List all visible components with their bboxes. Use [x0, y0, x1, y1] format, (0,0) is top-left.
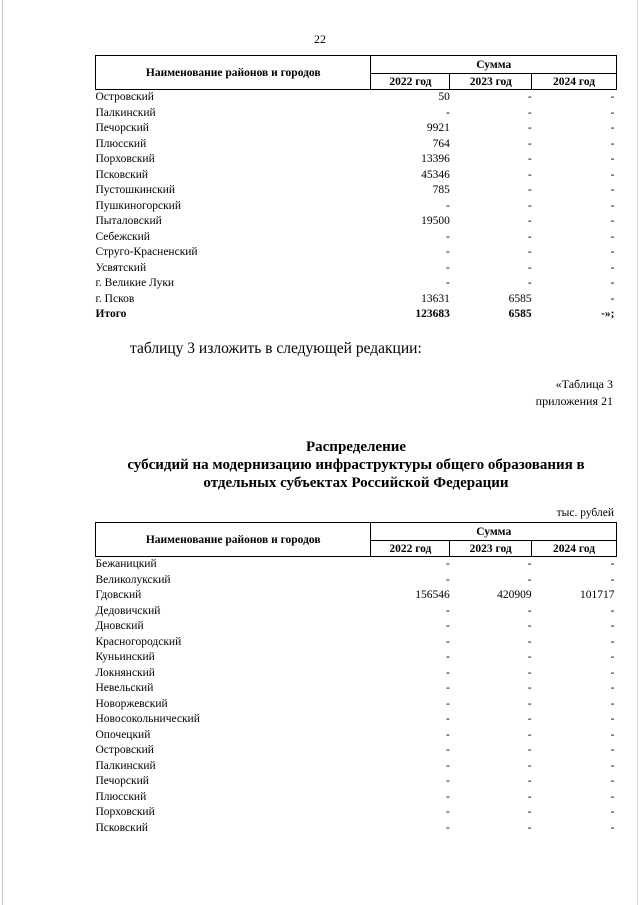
value-2022-cell: -	[445, 728, 450, 741]
value-2022-cell: -	[446, 199, 450, 212]
district-name-cell: Плюсский	[95, 790, 147, 803]
value-2022-cell: -	[445, 635, 450, 648]
table-row	[96, 214, 617, 230]
value-2022-cell: -	[445, 713, 450, 725]
district-name-cell: Дедовичский	[95, 604, 161, 617]
value-2023-cell: -	[527, 759, 532, 772]
scan-edge-right	[637, 0, 638, 905]
column-header-name: Наименование районов и городов	[96, 56, 371, 90]
value-2023-cell: -	[527, 651, 532, 663]
table-row	[96, 557, 617, 573]
value-2024-cell: -	[610, 635, 615, 648]
value-2023-cell: 420909	[497, 589, 532, 601]
value-2022-cell: -	[445, 775, 450, 787]
value-2022-cell: -	[445, 821, 450, 834]
column-header-2023: 2023 год	[450, 74, 532, 90]
table-label	[536, 376, 613, 410]
district-name-cell: Красногородский	[95, 635, 182, 648]
value-2024-cell: -	[610, 620, 615, 632]
value-2023-cell: -	[527, 153, 532, 165]
value-2023-cell: -	[527, 604, 532, 617]
table-row	[96, 743, 617, 759]
value-2023-cell: -	[527, 199, 532, 212]
value-2024-cell: -	[610, 728, 615, 741]
value-2023-cell: -	[527, 744, 532, 756]
table-row	[96, 650, 617, 666]
page-number: 22	[314, 32, 326, 46]
value-2022-cell: 13396	[421, 153, 450, 165]
table-row	[96, 635, 617, 651]
scan-edge-left	[2, 0, 3, 905]
table-label-line2: приложения 21	[535, 394, 613, 408]
column-header-2022: 2022 год	[371, 74, 450, 90]
title-line1: Распределение	[305, 439, 407, 455]
table-row	[96, 805, 617, 821]
value-2023-cell: -	[527, 277, 532, 289]
district-name-cell: Печорский	[95, 775, 149, 787]
table-row	[96, 230, 617, 246]
column-header-2024: 2024 год	[532, 74, 617, 90]
table-row	[96, 152, 617, 168]
value-2022-cell: -	[445, 604, 450, 617]
table-row	[96, 573, 617, 589]
value-2024-cell: -	[610, 744, 615, 756]
value-2024-cell: -	[610, 246, 615, 258]
district-name-cell: Пушкиногорский	[95, 199, 181, 212]
value-2024-cell: -	[610, 806, 615, 818]
value-2023-cell: -	[527, 558, 532, 570]
value-2022-cell: -	[445, 697, 450, 710]
value-2024-cell: -	[610, 651, 615, 663]
table-row	[96, 790, 617, 806]
district-name-cell: Куньинский	[95, 651, 155, 663]
value-2024-cell: -	[610, 682, 615, 694]
value-2022-cell: 156546	[415, 589, 450, 601]
table-label-line1: «Таблица 3	[555, 377, 613, 391]
value-2024-cell: -	[610, 168, 615, 181]
value-2024-cell: -	[610, 821, 615, 834]
district-name-cell: Гдовский	[95, 589, 142, 601]
value-2024-cell: -	[610, 137, 615, 150]
units-label: тыс. рублей	[556, 507, 614, 519]
value-2023-cell: -	[527, 91, 532, 103]
value-2022-cell: -	[445, 682, 450, 694]
value-2024-cell: -	[610, 153, 615, 165]
value-2023-cell: -	[527, 682, 532, 694]
value-2024-cell: -	[610, 697, 615, 710]
district-name-cell: Дновский	[95, 620, 144, 632]
district-name-cell: Печорский	[95, 122, 149, 134]
table-row	[96, 199, 617, 215]
district-name-cell: Итого	[95, 308, 127, 320]
value-2023-cell: -	[527, 620, 532, 632]
value-2024-cell: -	[610, 277, 615, 289]
column-header-sum: Сумма	[371, 56, 617, 74]
value-2023-cell: -	[527, 137, 532, 150]
value-2024-cell: -»;	[601, 308, 615, 320]
table-row	[96, 728, 617, 744]
value-2023-cell: -	[527, 821, 532, 834]
value-2023-cell: -	[527, 666, 532, 679]
table-districts-previous	[95, 55, 617, 323]
value-2023-cell: 6585	[508, 292, 532, 305]
value-2023-cell: -	[527, 728, 532, 741]
district-name-cell: Палкинский	[95, 759, 156, 772]
district-name-cell: Великолукский	[95, 573, 171, 586]
value-2024-cell: -	[610, 558, 615, 570]
district-name-cell: г. Псков	[95, 292, 135, 305]
value-2022-cell: -	[445, 759, 450, 772]
table-row	[96, 106, 617, 122]
value-2022-cell: -	[445, 790, 450, 803]
table-row	[96, 588, 617, 604]
table-row	[96, 90, 617, 106]
district-name-cell: Палкинский	[95, 106, 156, 119]
district-name-cell: Островский	[95, 91, 154, 103]
value-2022-cell: -	[446, 246, 450, 258]
value-2022-cell: 19500	[421, 215, 450, 227]
value-2023-cell: -	[527, 106, 532, 119]
district-name-cell: Невельский	[95, 682, 154, 694]
value-2022-cell: 9921	[426, 122, 450, 134]
value-2024-cell: -	[610, 230, 615, 243]
value-2024-cell: -	[610, 122, 615, 134]
value-2022-cell: -	[445, 666, 450, 679]
value-2022-cell: -	[445, 558, 450, 570]
district-name-cell: Пыталовский	[95, 215, 162, 227]
value-2022-cell: -	[446, 261, 450, 274]
value-2024-cell: -	[610, 199, 615, 212]
value-2024-cell: -	[610, 91, 615, 103]
value-2023-cell: -	[527, 215, 532, 227]
district-name-cell: Порховский	[95, 806, 155, 818]
table-row	[96, 821, 617, 837]
value-2023-cell: -	[527, 806, 532, 818]
value-2022-cell: -	[446, 277, 450, 289]
district-name-cell: Новосокольнический	[95, 713, 200, 725]
district-name-cell: Бежаницкий	[95, 558, 157, 570]
district-name-cell: Островский	[95, 744, 154, 756]
value-2024-cell: -	[610, 759, 615, 772]
district-name-cell: Себежский	[95, 230, 150, 243]
value-2023-cell: -	[527, 790, 532, 803]
table-row	[96, 183, 617, 199]
table-row	[96, 261, 617, 277]
value-2023-cell: -	[527, 635, 532, 648]
district-name-cell: Псковский	[95, 821, 149, 834]
value-2022-cell: -	[445, 744, 450, 756]
table-districts-subsidies	[95, 522, 617, 836]
document-title	[95, 438, 617, 492]
district-name-cell: Пустошкинский	[95, 184, 176, 196]
value-2022-cell: -	[445, 806, 450, 818]
value-2024-cell: -	[610, 184, 615, 196]
column-header-2023: 2023 год	[450, 541, 532, 557]
value-2024-cell: -	[610, 106, 615, 119]
value-2024-cell: -	[610, 261, 615, 274]
value-2024-cell: 101717	[580, 589, 615, 601]
district-name-cell: Локнянский	[95, 666, 155, 679]
column-header-2022: 2022 год	[371, 541, 450, 557]
value-2024-cell: -	[610, 713, 615, 725]
title-line3: отдельных субъектах Российской Федерации	[203, 475, 509, 491]
table-row	[96, 137, 617, 153]
value-2024-cell: -	[610, 573, 615, 586]
table-row	[96, 681, 617, 697]
value-2023-cell: -	[527, 122, 532, 134]
table-row	[96, 276, 617, 292]
district-name-cell: Опочецкий	[95, 728, 151, 741]
column-header-name: Наименование районов и городов	[96, 523, 371, 557]
value-2024-cell: -	[610, 292, 615, 305]
value-2022-cell: -	[446, 106, 450, 119]
value-2023-cell: -	[527, 697, 532, 710]
title-line2: субсидий на модернизацию инфраструктуры общего образования в	[127, 457, 585, 473]
column-header-2024: 2024 год	[532, 541, 617, 557]
district-name-cell: Новоржевский	[95, 697, 168, 710]
table-row	[96, 759, 617, 775]
value-2023-cell: -	[527, 713, 532, 725]
value-2022-cell: 785	[432, 184, 450, 196]
value-2022-cell: -	[446, 230, 450, 243]
district-name-cell: Порховский	[95, 153, 155, 165]
table-row	[96, 774, 617, 790]
table-row	[96, 666, 617, 682]
value-2023-cell: 6585	[508, 308, 532, 320]
district-name-cell: Псковский	[95, 168, 149, 181]
value-2022-cell: -	[445, 620, 450, 632]
value-2024-cell: -	[610, 775, 615, 787]
value-2022-cell: -	[445, 573, 450, 586]
district-name-cell: Усвятский	[95, 261, 147, 274]
table-row	[96, 292, 617, 308]
value-2022-cell: 50	[438, 91, 450, 103]
district-name-cell: Плюсский	[95, 137, 147, 150]
value-2023-cell: -	[527, 246, 532, 258]
value-2023-cell: -	[527, 230, 532, 243]
value-2023-cell: -	[527, 261, 532, 274]
value-2024-cell: -	[610, 666, 615, 679]
value-2022-cell: 45346	[421, 168, 450, 181]
table-row	[96, 121, 617, 137]
value-2022-cell: 764	[432, 137, 450, 150]
column-header-sum: Сумма	[371, 523, 617, 541]
instruction-text: таблицу 3 изложить в следующей редакции:	[130, 340, 422, 357]
total-row	[96, 307, 617, 323]
value-2022-cell: -	[445, 651, 450, 663]
value-2022-cell: 13631	[421, 292, 450, 305]
value-2023-cell: -	[527, 775, 532, 787]
value-2023-cell: -	[527, 573, 532, 586]
value-2023-cell: -	[527, 184, 532, 196]
table-row	[96, 245, 617, 261]
table-row	[96, 168, 617, 184]
table-row	[96, 712, 617, 728]
table-row	[96, 604, 617, 620]
value-2024-cell: -	[610, 790, 615, 803]
value-2023-cell: -	[527, 168, 532, 181]
table-row	[96, 697, 617, 713]
table-row	[96, 619, 617, 635]
district-name-cell: г. Великие Луки	[95, 277, 175, 289]
value-2024-cell: -	[610, 604, 615, 617]
value-2024-cell: -	[610, 215, 615, 227]
district-name-cell: Струго-Красненский	[95, 246, 198, 258]
value-2022-cell: 123683	[415, 308, 450, 320]
